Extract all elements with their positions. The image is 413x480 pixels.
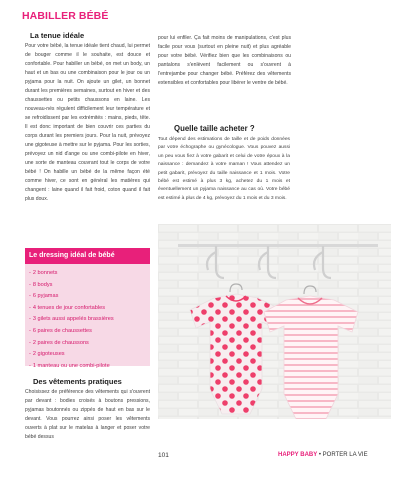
dressing-list (29, 268, 114, 372)
paragraph-pratiques: Choisissez de préférence des vêtements qui s'ouvrent par devant : bodies croisés à boutons pressions, pyjamas boutonnés ou zippés de haut en bas sur le devant. Vous pourrez ainsi poser les vêtements ouverts à plat sur le matelas à langer et poser votre bébé dessus (25, 389, 150, 440)
list-item: - 2 bonnets (29, 270, 58, 276)
section-heading-taille: Quelle taille acheter ? (174, 124, 255, 133)
list-item: - 8 bodys (29, 281, 53, 288)
list-item: - 6 pyjamas (29, 293, 59, 300)
photo-bodysuits (158, 224, 391, 419)
dressing-box-title: Le dressing idéal de bébé (29, 252, 115, 259)
paragraph-taille: Tout dépend des estimations de taille et de poids données par votre échographe ou gynécologue. Vous pouvez aussi un peu vous fiez à votre gabarit et celui de votre époux à la naissance : demandez à votre maman ! Vous attendez un petit gabarit, prévoyez du taille naissance et 1 mois. Votre bébé est estimé à plus 3 kg, achetez du 1 mois et éventuellement un pyjama naissance au cas où. Votre bébé est estimé à plus de 4 kg, prévoyez du 1 mois et du 3 mois. (158, 137, 290, 201)
page-title: HABILLER BÉBÉ (22, 10, 109, 22)
list-item: - 2 gigoteuses (29, 351, 65, 358)
paragraph-tenue: Pour votre bébé, la tenue idéale tient chaud, lui permet de bouger comme il le souhaite, est douce et confortable. Pour habiller un bébé, on met un body, un haut et un bas ou une combinaison pour le jour ou un pyjama pour la nuit. On ajoute un gilet, un bonnet durant les premières semaines, surtout en hiver et des chaussettes ou petits chaussons en laine. Les nouveau-nés régulent difficilement leur température et se refroidissent par les extrémités : mains, pieds, tête. Il est donc important de bien couvrir ces parties du corps durant les premiers jours. Pour la nuit, prévoyez une gigoteuse à mettre sur le pyjama. Pour les sorties, prévoyez un nid d'ange ou une combi-pilote en hiver, une sorte de manteau couvrant tout le corps de votre bébé ! On habille un bébé de la même façon été comme hiver, ce sont en général les matières qui changent : laine quand il fait froid, coton quand il fait plus doux. (25, 43, 150, 202)
list-item: - 4 tenues de jour confortables (29, 304, 106, 311)
paragraph-pratique-suite: pour lui enfiler. Ça fait moins de manipulations, c'est plus facile pour vous (surtout en pleine nuit) et plus agréable pour votre bébé. Vérifiez bien que les combinaisons ou pantalons s'enlèvent facilement ou s'ouvrent à l'entrejambe pour changer bébé. Préférez des vêtements extensibles et confortables pour libérer le ventre de bébé. (158, 35, 291, 86)
footer-brand: HAPPY BABY • PORTER LA VIE (278, 452, 368, 458)
list-item: - 3 gilets aussi appelés brassières (29, 316, 114, 323)
list-item: - 2 paires de chaussons (29, 339, 89, 346)
section-heading-pratiques: Des vêtements pratiques (33, 377, 122, 386)
list-item: - 6 paires de chaussettes (29, 327, 92, 334)
list-item: - 1 manteau ou une combi-pilote (29, 362, 110, 369)
section-heading-tenue: La tenue idéale (30, 31, 85, 40)
page-number: 101 (158, 452, 169, 459)
